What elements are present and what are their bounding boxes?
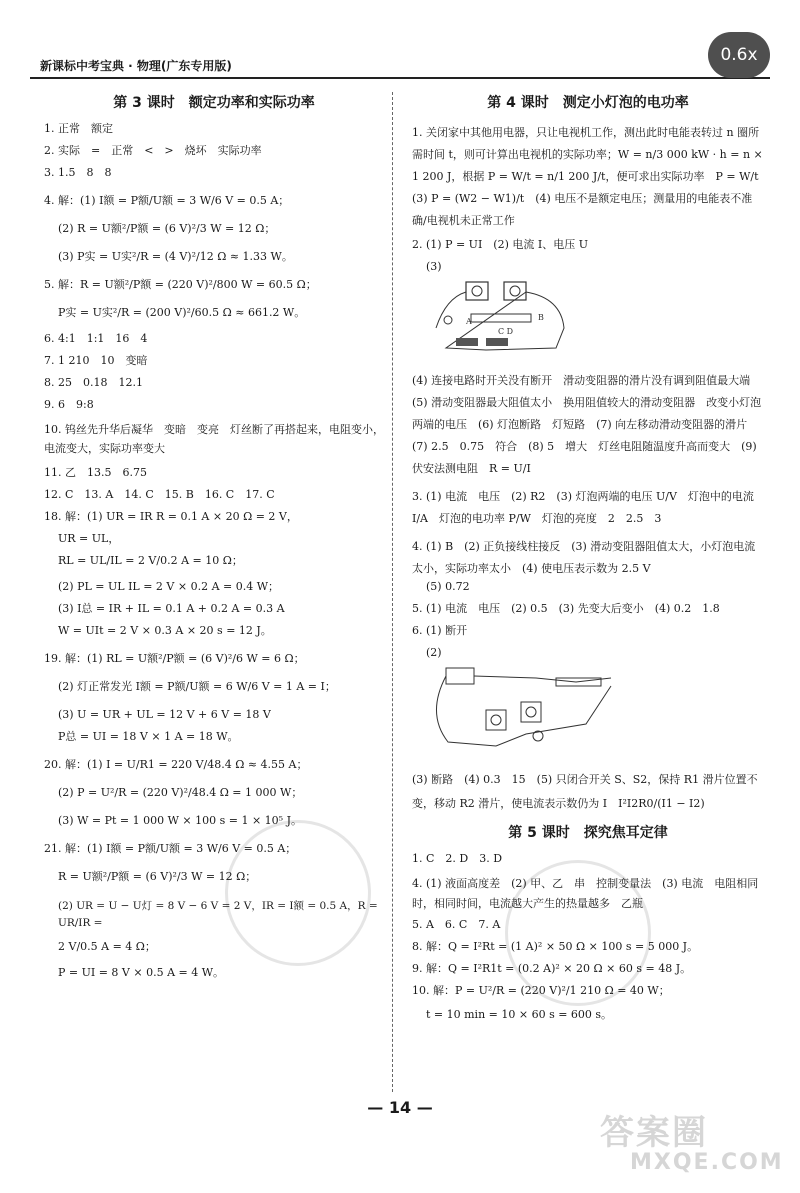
watermark-url: MXQE.COM xyxy=(630,1150,784,1175)
answer-line: 21. 解：(1) I额 = P额/U额 = 3 W/6 V = 0.5 A； xyxy=(44,842,297,855)
answer-line: 6. (1) 断开 xyxy=(412,624,468,637)
answer-line: (2) R = U额²/P额 = (6 V)²/3 W = 12 Ω； xyxy=(58,222,276,235)
answer-line: t = 10 min = 10 × 60 s = 600 s。 xyxy=(426,1008,613,1021)
page-number: — 14 — xyxy=(367,1098,433,1117)
answer-line: (3) I总 = IR + IL = 0.1 A + 0.2 A = 0.3 A xyxy=(58,602,285,615)
column-divider xyxy=(392,92,393,1092)
answer-line: 10. 钨丝先升华后凝华 变暗 变亮 灯丝断了再搭起来，电阻变小，电流变大，实际功率变大 xyxy=(44,423,384,455)
answer-line: P总 = UI = 18 V × 1 A = 18 W。 xyxy=(58,730,239,743)
answer-line: 8. 解：Q = I²Rt = (1 A)² × 50 Ω × 100 s = 5 000 J。 xyxy=(412,940,699,953)
answer-line: 9. 解：Q = I²R1t = (0.2 A)² × 20 Ω × 60 s = 48 J。 xyxy=(412,962,692,975)
answer-line: (2) PL = UL IL = 2 V × 0.2 A = 0.4 W； xyxy=(58,580,280,593)
header-rule xyxy=(30,77,770,79)
circuit-diagram xyxy=(426,278,764,360)
answer-line: 18. 解：(1) UR = IR R = 0.1 A × 20 Ω = 2 V， xyxy=(44,510,298,523)
svg-text:A: A xyxy=(466,317,472,326)
answer-line: 3. 1.5 8 8 xyxy=(44,166,112,179)
answer-line: 2 V/0.5 A = 4 Ω； xyxy=(58,940,156,953)
circuit-diagram-1 xyxy=(426,278,576,356)
answer-line: (2) xyxy=(426,646,442,659)
answer-paragraph: (3) 断路 (4) 0.3 15 (5) 只闭合开关 S、S2，保持 R1 滑片位置不变，移动 R2 滑片，使电流表示数仍为 I I²I2R0/(I1 − I2) xyxy=(412,773,758,810)
section-title: 第 4 课时 测定小灯泡的电功率 xyxy=(487,95,689,111)
answer-line: 20. 解：(1) I = U/R1 = 220 V/48.4 Ω ≈ 4.55 A； xyxy=(44,758,308,771)
answer-line: R = U额²/P额 = (6 V)²/3 W = 12 Ω； xyxy=(58,870,257,883)
answer-line: 5. 解：R = U额²/P额 = (220 V)²/800 W = 60.5 Ω； xyxy=(44,278,317,291)
answer-line: 19. 解：(1) RL = U额²/P额 = (6 V)²/6 W = 6 Ω； xyxy=(44,652,305,665)
answer-line: P实 = U实²/R = (200 V)²/60.5 Ω ≈ 661.2 W。 xyxy=(58,306,306,319)
answer-line: 10. 解：P = U²/R = (220 V)²/1 210 Ω = 40 W； xyxy=(412,984,670,997)
answer-line: 8. 25 0.18 12.1 xyxy=(44,376,143,389)
answer-line: 6. 4:1 1:1 16 4 xyxy=(44,332,148,345)
answer-line: 1. C 2. D 3. D xyxy=(412,852,503,865)
svg-text:B: B xyxy=(538,313,544,322)
answer-line: RL = UL/IL = 2 V/0.2 A = 10 Ω； xyxy=(58,554,243,567)
answer-line: (3) W = Pt = 1 000 W × 100 s = 1 × 10⁵ J。 xyxy=(58,814,302,827)
answer-line: (3) U = UR + UL = 12 V + 6 V = 18 V xyxy=(58,708,271,721)
answer-paragraph: 4. (1) 液面高度差 (2) 甲、乙 串 控制变量法 (3) 电流 电阻相同时，相同时间，电流越大产生的热量越多 乙瓶 xyxy=(412,877,759,910)
answer-line: W = UIt = 2 V × 0.3 A × 20 s = 12 J。 xyxy=(58,624,272,637)
answer-line: (3) P实 = U实²/R = (4 V)²/12 Ω ≈ 1.33 W。 xyxy=(58,250,293,263)
answer-line: 5. A 6. C 7. A xyxy=(412,918,501,931)
answer-line: 5. (1) 电流 电压 (2) 0.5 (3) 先变大后变小 (4) 0.2 1.8 xyxy=(412,602,720,615)
watermark-logo: 答案圈 xyxy=(600,1113,708,1153)
answer-line: (2) UR = U − U灯 = 8 V − 6 V = 2 V，IR = I额 = 0.5 A，R = UR/IR = xyxy=(58,900,378,929)
circuit-diagram xyxy=(426,664,764,758)
book-title: 新课标中考宝典 · 物理(广东专用版) xyxy=(40,59,232,73)
answer-line: 4. 解：(1) I额 = P额/U额 = 3 W/6 V = 0.5 A； xyxy=(44,194,290,207)
answer-line: 9. 6 9:8 xyxy=(44,398,94,411)
answer-line: P = UI = 8 V × 0.5 A = 4 W。 xyxy=(58,966,225,979)
answer-line: UR = UL， xyxy=(58,532,120,545)
svg-text:C D: C D xyxy=(498,327,514,336)
answer-line: (2) 灯正常发光 I额 = P额/U额 = 6 W/6 V = 1 A = I； xyxy=(58,680,336,693)
section-title: 第 3 课时 额定功率和实际功率 xyxy=(113,95,315,111)
answer-line: 12. C 13. A 14. C 15. B 16. C 17. C xyxy=(44,488,275,501)
answer-paragraph: 3. (1) 电流 电压 (2) R2 (3) 灯泡两端的电压 U/V 灯泡中的电流 I/A 灯泡的电功率 P/W 灯泡的亮度 2 2.5 3 xyxy=(412,490,754,525)
answer-line: 1. 正常 额定 xyxy=(44,122,113,135)
left-column xyxy=(44,92,384,988)
zoom-level-badge[interactable]: 0.6x xyxy=(708,32,770,78)
answer-line: 2. 实际 = 正常 < > 烧坏 实际功率 xyxy=(44,144,262,157)
page-header xyxy=(30,55,770,77)
answer-line: 2. (1) P = UI (2) 电流 I、电压 U xyxy=(412,238,588,251)
right-column xyxy=(412,92,770,1030)
answer-line: (2) P = U²/R = (220 V)²/48.4 Ω = 1 000 W； xyxy=(58,786,303,799)
section-title: 第 5 课时 探究焦耳定律 xyxy=(508,825,668,841)
answer-line: 11. 乙 13.5 6.75 xyxy=(44,466,147,479)
answer-paragraph: 4. (1) B (2) 正负接线柱接反 (3) 滑动变阻器阻值太大，小灯泡电流太小，实际功率太小 (4) 使电压表示数为 2.5 V xyxy=(412,540,756,575)
circuit-diagram-2 xyxy=(426,664,626,754)
answer-line: (3) xyxy=(426,260,442,273)
answer-line: 7. 1 210 10 变暗 xyxy=(44,354,148,367)
answer-paragraph: 1. 关闭家中其他用电器，只让电视机工作，测出此时电能表转过 n 圈所需时间 t，则可计算出电视机的实际功率；W = n/3 000 kW · h = n × 1 200 J，根据 P = W/t = n/1 200 J/t，便可求出实际功率 P = W/t (3) P = (W2 − W1)/t (4) 电压不是额定电压；测量用的电能表不准确/电视机未正常工作 xyxy=(412,126,770,227)
answer-line: (5) 0.72 xyxy=(426,580,470,593)
answer-paragraph: (4) 连接电路时开关没有断开 滑动变阻器的滑片没有调到阻值最大端 (5) 滑动变阻器最大阻值太小 换用阻值较大的滑动变阻器 改变小灯泡两端的电压 (6) 灯泡断路 灯短路 (7) 向左移动滑动变阻器的滑片 (7) 2.5 0.75 符合 (8) 5 增大 灯丝电阻随温度升高而变大 (9) 伏安法测电阻 R = U/I xyxy=(412,374,762,475)
